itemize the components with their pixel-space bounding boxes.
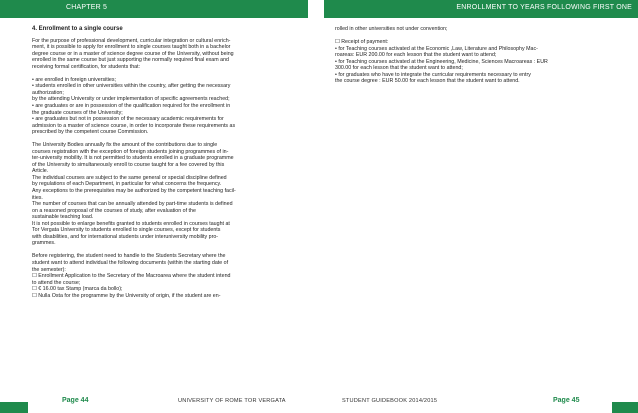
text-line: by regulations of each Department, in particular for what concerns the frequency.: [32, 181, 222, 188]
text-line: • students enrolled in other universities within the country, after getting the necessary: [32, 83, 231, 90]
text-line: ☐ Receipt of payment:: [335, 39, 389, 46]
text-line: on a reasoned proposal of the courses of study, after evaluation of the: [32, 207, 196, 214]
chapter-title: CHAPTER 5: [66, 4, 108, 11]
text-line: grammes.: [32, 240, 56, 247]
text-line: ☐ Enrollment Application to the Secretary of the Macroarea where the student intend: [32, 273, 231, 280]
text-line: 300.00 for each lesson that the student want to attend;: [335, 65, 463, 72]
header-bar-right: [324, 0, 638, 18]
text-line: rolled in other universities not under convention;: [335, 26, 448, 32]
text-line: Article.: [32, 168, 49, 175]
left-page-column: [32, 26, 302, 299]
text-line: Before registering, the student need to handle to the Students Secretary where the: [32, 253, 226, 260]
footer-guidebook: STUDENT GUIDEBOOK 2014/2015: [342, 398, 438, 404]
text-line: degree course or in a master of science degree course of the University, without being: [32, 50, 234, 57]
page-number-left: Page 44: [62, 397, 89, 404]
text-line: It is not possible to enlarge benefits granted to students enrolled in courses taught at: [32, 220, 230, 227]
text-line: of the University to simultaneously enroll to course taught for a fee covered by this: [32, 161, 225, 168]
text-line: the course degree : EUR 50.00 for each lesson that the student want to attend.: [335, 78, 520, 85]
text-line: receiving formal certification, for students that:: [32, 63, 141, 70]
text-line: • are graduates or are in possession of the qualification required for the enrollment in: [32, 102, 231, 109]
text-line: The University Bodies annually fix the amount of the contributions due to single: [32, 142, 218, 149]
text-line: roareas: EUR 200.00 for each lesson that the student want to attend;: [335, 52, 497, 59]
text-line: courses registration with the exception of foreign students joining programmes of in-: [32, 148, 229, 155]
text-line: sustainable teaching load.: [32, 214, 94, 221]
footer-university: UNIVERSITY OF ROME TOR VERGATA: [178, 398, 286, 404]
footer-bar-left-edge: [0, 402, 28, 413]
text-line: the graduate courses of the University;: [32, 109, 123, 116]
text-line: enrolled in the same course but just supporting the normally required final exam and: [32, 57, 229, 64]
text-line: • are graduates but not in possession of the necessary academic requirements for: [32, 116, 224, 123]
text-line: with disabilities, and for international students under interuniversity mobility pro-: [32, 233, 219, 240]
section-title: ENROLLMENT TO YEARS FOLLOWING FIRST ONE: [456, 4, 632, 11]
text-line: Any exceptions to the prerequisites may be authorized by the competent teaching facil-: [32, 188, 236, 195]
footer-bar-right-edge: [612, 402, 638, 413]
text-line: • are enrolled in foreign universities;: [32, 76, 117, 83]
text-line: • for Teaching courses activated at the Economic ,Law, Literature and Philosophy Mac-: [335, 45, 538, 52]
text-line: student want to attend individual the following documents (within the starting date of: [32, 260, 229, 266]
text-line: by the attending University or under implementation of specific agreements reached;: [32, 96, 230, 103]
text-line: prescribed by the competent course Commission.: [32, 129, 149, 136]
section-heading: 4. Enrollment to a single course: [32, 26, 123, 32]
text-line: the semester):: [32, 266, 66, 273]
header-bar-left: [0, 0, 308, 18]
text-line: • for graduates who have to integrate the curricular requirements necessary to entry: [335, 71, 531, 78]
text-line: ities.: [32, 194, 43, 201]
right-page-column: [335, 26, 605, 85]
text-line: • for Teaching courses activated at the Engineering, Medicine, Sciences Macroareas : EUR: [335, 58, 548, 65]
text-line: ☐ € 16.00 tax Stamp (marca da bollo);: [32, 286, 123, 293]
text-line: to attend the course;: [32, 279, 81, 286]
text-line: For the purpose of professional development, curricular integration or cultural enrich-: [32, 37, 231, 44]
text-line: ment, it is possible to apply for enrollment to single courses taught both in a bachelor: [32, 44, 231, 51]
text-line: admission to a master of science course, in order to incorporate these requirements as: [32, 122, 236, 129]
text-line: authorization;: [32, 89, 64, 96]
text-line: ☐ Nulla Osta for the programme by the University of origin, if the student are en-: [32, 292, 221, 299]
text-line: Tor Vergata University to students enrolled to single courses, except for students: [32, 227, 221, 234]
text-line: The number of courses that can be annually attended by part-time students is defined: [32, 201, 233, 208]
text-line: ter-university mobility. It is not permitted to students enrolled in a graduate programme: [32, 155, 234, 162]
page-number-right: Page 45: [553, 397, 580, 404]
text-line: The individual courses are subject to the same general or special discipline defined: [32, 174, 227, 181]
